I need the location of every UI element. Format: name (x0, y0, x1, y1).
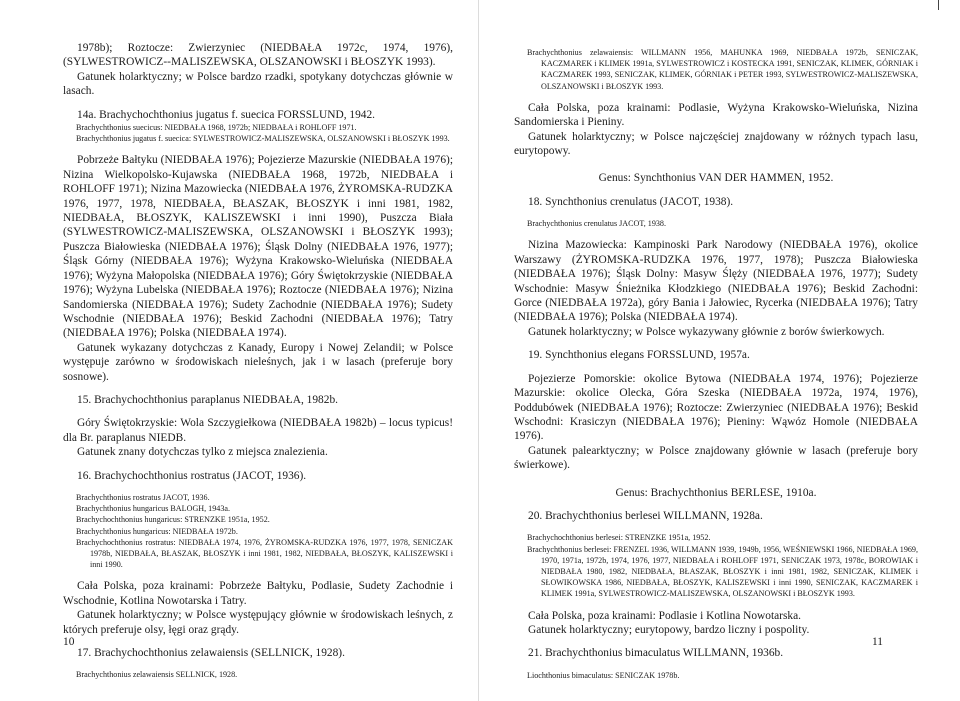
synonym-entry: Brachychthonius hungaricus BALOGH, 1943a. (76, 504, 230, 514)
page-number: 11 (872, 636, 883, 648)
paragraph: Gatunek holarktyczny; eurytopowy, bardzo liczny i pospolity. (528, 623, 810, 636)
paragraph: Gatunek holarktyczny; w Polsce bardzo rzadki, spotykany dotychczas głównie w lasach. (63, 70, 453, 98)
right-page (480, 0, 960, 701)
species-heading: 18. Synchthonius crenulatus (JACOT, 1938). (528, 195, 734, 208)
spacer (63, 460, 453, 469)
paragraph: Pojezierze Pomorskie: okolice Bytowa (NIEDBAŁA 1974, 1976); Pojezierze Mazurskie: okolice Olecka, Góra Szeska (NIEDBAŁA 1972a, 1974, 1976), Poddubówek (NIEDBAŁA 1976); Roztocze: Zwierzyniec (NIEDBAŁA 1976); Beskid Wschodni: Krasiczyn (NIEDBAŁA 1976); Pieniny: Wąwóz Homole (NIEDBAŁA 1976). (514, 372, 918, 443)
synonym-entry: Brachychthonius zelawaiensis SELLNICK, 1928. (76, 670, 238, 680)
spacer (63, 637, 453, 646)
spacer (514, 339, 918, 348)
paragraph: Gatunek holarktyczny; w Polsce występujący głównie w środowiskach leśnych, z których preferuje olsy, łęgi oraz grądy. (63, 609, 453, 636)
spacer (63, 407, 453, 416)
paragraph: Cała Polska, poza krainami: Podlasie i Kotlina Nowotarska. (528, 609, 802, 622)
species-heading: 17. Brachychochthonius zelawaiensis (SELLNICK, 1928). (77, 647, 345, 660)
right-page-text (514, 47, 918, 681)
paragraph: Gatunek holarktyczny; w Polsce wykazywany głównie z borów świerkowych. (528, 325, 885, 338)
species-heading: 19. Synchthonius elegans FORSSLUND, 1957a. (528, 349, 750, 362)
species-heading: 16. Brachychochthonius rostratus (JACOT, 1936). (77, 469, 307, 482)
spacer (514, 600, 918, 609)
synonym-entry: Brachychochthonius rostratus: NIEDBAŁA 1974, 1976, ŻYROMSKA-RUDZKA 1976, 1977, 1978, SENICZAK 1978b, NIEDBAŁA, BŁASZAK, BŁOSZYK i inni 1981, 1982, NIEDBAŁA, BŁOSZYK, KALISZEWSKI i inni 1990. (76, 537, 453, 570)
crop-mark (938, 0, 939, 10)
spacer (514, 637, 918, 646)
spacer (63, 384, 453, 393)
paragraph: Gatunek znany dotychczas tylko z miejsca znalezienia. (77, 446, 328, 459)
paragraph: Gatunek palearktyczny; w Polsce znajdowany głównie w lasach (preferuje bory świerkowe). (514, 444, 918, 472)
left-page-text (63, 41, 453, 681)
synonym-entry: Brachychochthonius berlesei: STRENZKE 1951a, 1952. (527, 533, 711, 543)
genus-heading: Genus: Synchthonius VAN DER HAMMEN, 1952. (598, 172, 834, 185)
spacer (63, 660, 453, 669)
paragraph: Cała Polska, poza krainami: Pobrzeże Bałtyku, Podlasie, Sudety Zachodnie i Wschodnie, Kotlina Nowotarska i Tatry. (63, 580, 453, 607)
paragraph: 1978b); Roztocze: Zwierzyniec (NIEDBAŁA 1972c, 1974, 1976), (SYLWESTROWICZ--MALISZEWSKA, OLSZANOWSKI i BŁOSZYK 1993). (63, 42, 453, 69)
species-heading: 21. Brachychthonius bimaculatus WILLMANN, 1936b. (528, 647, 784, 660)
synonym-entry: Brachychthonius zelawaiensis: WILLMANN 1956, MAHUNKA 1969, NIEDBAŁA 1972b, SENICZAK, KACZMAREK i KLIMEK 1991a, SYLWESTROWICZ i KOSTECKA 1991, SENICZAK, KLIMEK, GÓRNIAK i KACZMAREK 1993, SENICZAK, KLIMEK, GÓRNIAK i PETER 1993, SYLWESTROWICZ-MALISZEWSKA, OLSZANOWSKI i BŁOSZYK 1993. (527, 48, 918, 91)
spacer (514, 661, 918, 670)
paragraph: Pobrzeże Bałtyku (NIEDBAŁA 1976); Pojezierze Mazurskie (NIEDBAŁA 1976); Nizina Wielkopolsko-Kujawska (NIEDBAŁA 1968, 1972b, NIEDBAŁA i ROHLOFF 1971); Nizina Mazowiecka (NIEDBAŁA 1976, ŻYROMSKA-RUDZKA 1976, 1977, 1978, NIEDBAŁA, BŁASZAK, BŁOSZYK i inni 1981, 1982, NIEDBAŁA, BŁOSZYK, KALISZEWSKI i inni 1990), Puszcza Biała (SYLWESTROWICZ-MALISZEWSKA, OLSZANOWSKI i BŁOSZYK 1993); Puszcza Białowieska (NIEDBAŁA 1976); Śląsk Dolny (NIEDBAŁA 1976, 1977); Śląsk Górny (NIEDBAŁA 1976); Wyżyna Krakowsko-Wieluńska (NIEDBAŁA 1976); Wyżyna Małopolska (NIEDBAŁA 1976); Góry Świętokrzyskie (NIEDBAŁA 1976); Wyżyna Lubelska (NIEDBAŁA 1976); Roztocze (NIEDBAŁA 1976); Nizina Sandomierska (NIEDBAŁA 1976); Sudety Zachodnie (NIEDBAŁA 1976); Sudety Wschodnie (NIEDBAŁA 1976); Beskid Zachodni (NIEDBAŁA 1976); Tatry (NIEDBAŁA 1976); Polska (NIEDBAŁA 1974). (63, 154, 453, 340)
synonym-entry: Brachychochthonius hungaricus: STRENZKE 1951a, 1952. (76, 515, 270, 525)
spacer (514, 500, 918, 509)
spacer (514, 92, 918, 101)
spacer (514, 523, 918, 532)
synonym-entry: Brachychthonius suecicus: NIEDBAŁA 1968, 1972b; NIEDBAŁA i ROHLOFF 1971. (76, 123, 357, 133)
species-heading: 15. Brachychochthonius paraplanus NIEDBAŁA, 1982b. (77, 393, 338, 406)
spacer (514, 209, 918, 218)
synonym-entry: Brachychthonius rostratus JACOT, 1936. (76, 492, 210, 502)
page-number: 10 (63, 636, 75, 648)
spacer (63, 99, 453, 108)
synonym-entry: Brachychthonius berlesei: FRENZEL 1936, WILLMANN 1939, 1949b, 1956, WEŚNIEWSKI 1966, NIEDBAŁA 1969, 1970, 1971a, 1972b, 1974, 1976, 1977, NIEDBAŁA i ROHLOFF 1971, SENICZAK 1973, 1978c, BOROWIAK i NIEDBAŁA 1980, 1982, NIEDBAŁA, BŁASZAK, BŁOSZYK i inni 1981, 1982, SENICZAK, KLIMEK i SŁOWIKOWSKA 1986, NIEDBAŁA, BŁOSZYK, KALISZEWSKI i inni 1990, SENICZAK, KACZMAREK i KLIMEK 1991a, SYLWESTROWICZ-MALISZEWSKA, OLSZANOWSKI i BŁOSZYK 1993. (527, 544, 918, 599)
paragraph: Góry Świętokrzyskie: Wola Szczygiełkowa (NIEDBAŁA 1982b) – locus typicus! dla Br. paraplanus NIEDB. (63, 417, 453, 444)
species-heading: 14a. Brachychochthonius jugatus f. suecica FORSSLUND, 1942. (77, 108, 376, 121)
synonym-entry: Liochthonius bimaculatus: SENICZAK 1978b. (527, 670, 680, 680)
genus-heading: Genus: Brachychthonius BERLESE, 1910a. (615, 486, 817, 499)
spacer (514, 229, 918, 238)
spacer (514, 186, 918, 195)
synonym-entry: Brachychthonius crenulatus JACOT, 1938. (527, 219, 666, 229)
synonym-entry: Brachychthonius jugatus f. suecica: SYLWESTROWICZ-MALISZEWSKA, OLSZANOWSKI i BŁOSZYK 1993. (76, 134, 450, 144)
paragraph: Gatunek holarktyczny; w Polsce najczęściej znajdowany w różnych typach lasu, eurytopowy. (514, 130, 918, 158)
page-gutter (478, 0, 479, 701)
paragraph: Cała Polska, poza krainami: Podlasie, Wyżyna Krakowsko-Wieluńska, Nizina Sandomierska i Pieniny. (514, 101, 918, 129)
spacer (514, 363, 918, 372)
spacer (63, 144, 453, 153)
paragraph: Gatunek wykazany dotychczas z Kanady, Europy i Nowej Zelandii; w Polsce występuje zarówno w środowiskach nieleśnych, jak i w lasach (preferuje bory sosnowe). (63, 341, 453, 383)
spacer (63, 570, 453, 579)
paragraph: Nizina Mazowiecka: Kampinoski Park Narodowy (NIEDBAŁA 1976), okolice Warszawy (ŻYROMSKA-RUDZKA 1976, 1977, 1978); Puszcza Białowieska (NIEDBAŁA 1976); Śląsk Dolny: Masyw Ślęży (NIEDBAŁA 1976, 1977); Sudety Wschodnie: Masyw Śnieżnika Kłodzkiego (NIEDBAŁA 1976); Beskid Zachodni: Gorce (NIEDBAŁA 1972a), góry Bania i Jałowiec, Rycerka (NIEDBAŁA 1976); Tatry (NIEDBAŁA 1976); Polska (NIEDBAŁA 1974). (514, 239, 918, 324)
spacer (63, 483, 453, 492)
spacer (514, 473, 918, 486)
spacer (514, 158, 918, 171)
species-heading: 20. Brachychthonius berlesei WILLMANN, 1928a. (528, 509, 763, 522)
synonym-entry: Brachychthonius hungaricus: NIEDBAŁA 1972b. (76, 526, 238, 536)
